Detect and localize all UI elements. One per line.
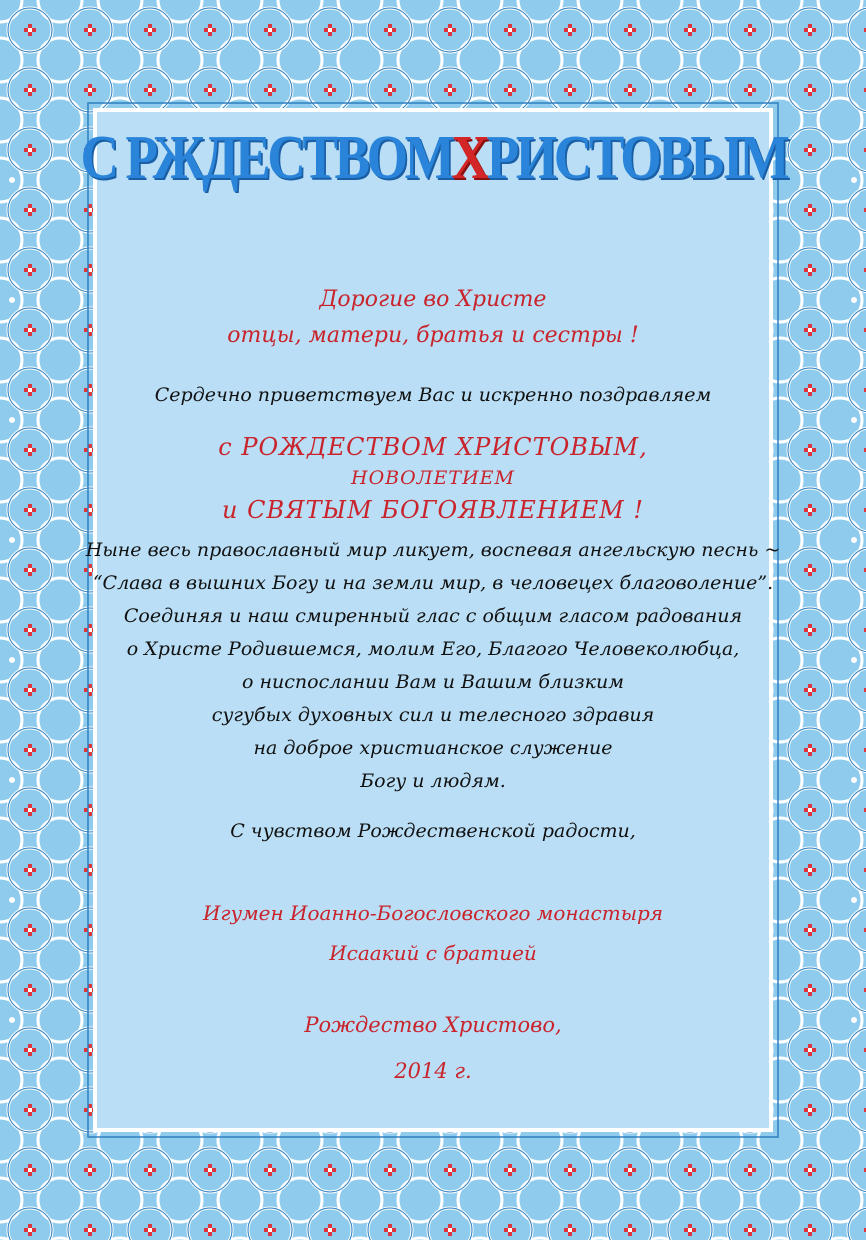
body-line: о ниспослании Вам и Вашим близким	[242, 671, 624, 693]
greeting	[0, 282, 866, 354]
body-line: Ныне весь православный мир ликует, воспевая ангельскую песнь ~	[85, 539, 781, 561]
title-part-2: РИСТОВЫМ	[486, 124, 786, 192]
body-line: “Слава в вышних Богу и на земли мир, в человецех благоволение”.	[92, 572, 774, 594]
date-year: 2014 г.	[394, 1059, 472, 1083]
title-part-1: С РЖДЕСТВОМ	[80, 124, 452, 192]
congrats-line-4: и СВЯТЫМ БОГОЯВЛЕНИЕМ !	[222, 496, 644, 524]
regards: С чувством Рождественской радости,	[230, 820, 636, 842]
title-cross-letter: Х	[451, 124, 487, 192]
body-line: о Христе Родившемся, молим Его, Благого Человеколюбца,	[126, 638, 740, 660]
signature-line-2: Исаакий с братией	[329, 941, 537, 965]
greeting-line-2: отцы, матери, братья и сестры !	[227, 323, 639, 348]
body-text	[0, 534, 866, 798]
date-block	[0, 1002, 866, 1094]
title	[80, 120, 786, 196]
congrats-line-3: НОВОЛЕТИЕМ	[351, 467, 515, 489]
body-line: сугубых духовных сил и телесного здравия	[211, 704, 655, 726]
body-line: на доброе христианское служение	[253, 737, 613, 759]
congrats-line-2: с РОЖДЕСТВОМ ХРИСТОВЫМ,	[218, 433, 648, 461]
signature-line-1: Игумен Иоанно-Богословского монастыря	[202, 901, 664, 925]
body-line: Богу и людям.	[360, 770, 506, 792]
signature	[0, 893, 866, 973]
date-line-1: Рождество Христово,	[304, 1013, 562, 1037]
title-banner	[0, 120, 866, 210]
congrats-line-1: Сердечно приветствуем Вас и искренно поздравляем	[154, 384, 712, 406]
body-line: Соединяя и наш смиренный глас с общим гласом радования	[123, 605, 743, 627]
greeting-line-1: Дорогие во Христе	[319, 287, 547, 312]
